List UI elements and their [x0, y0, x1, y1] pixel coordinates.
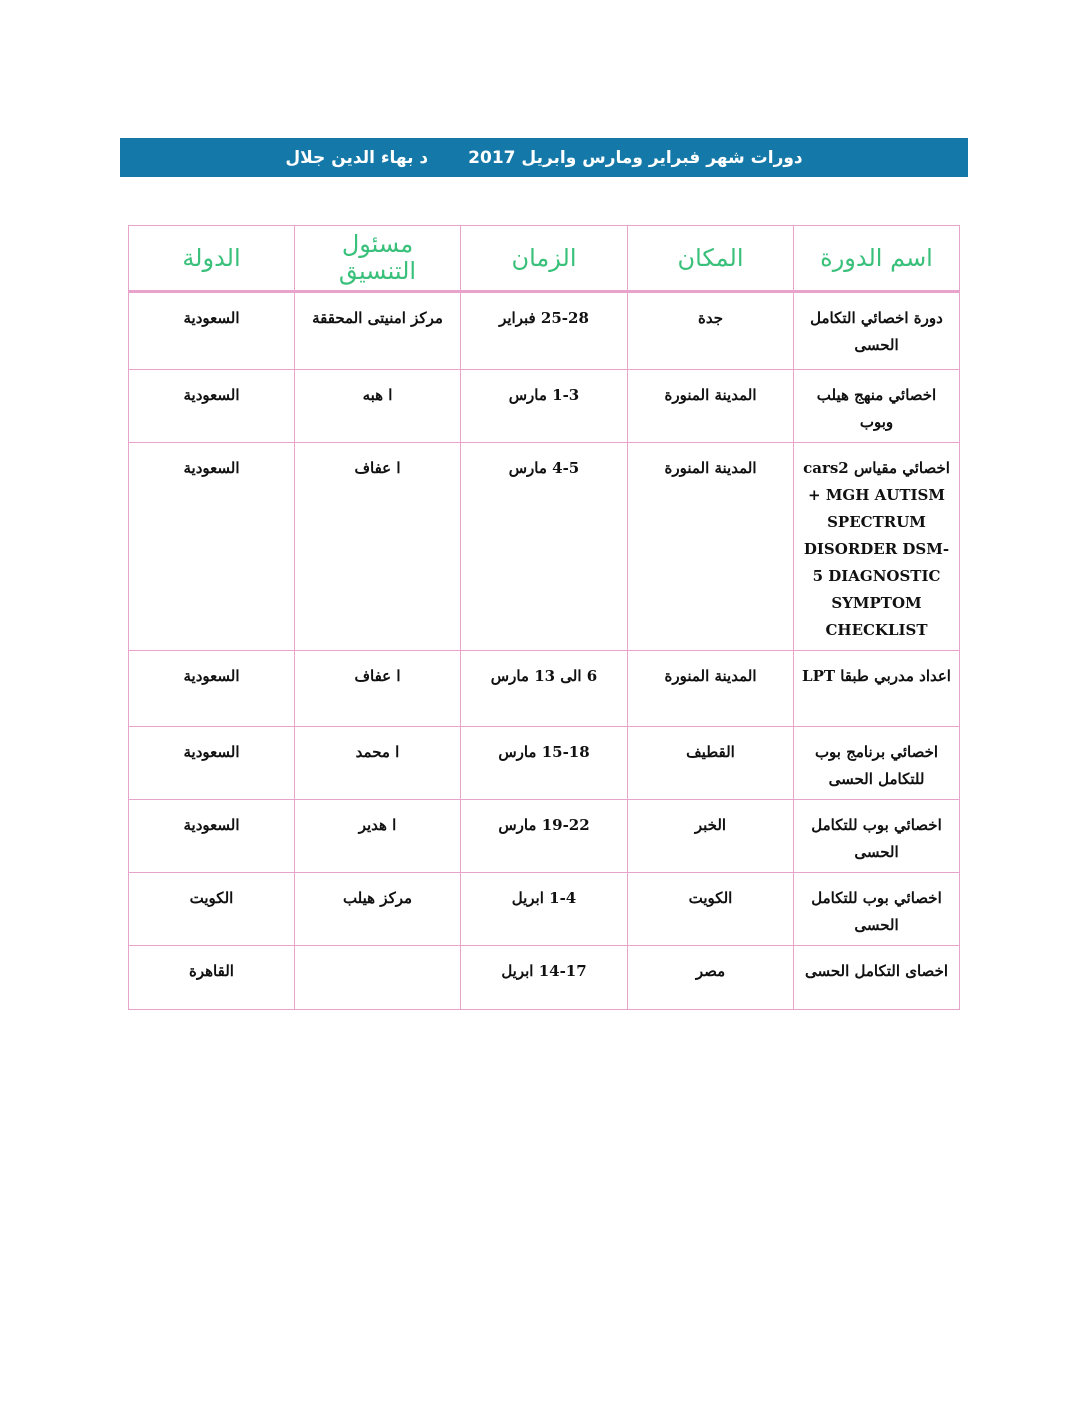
cell-place: الكويت — [628, 873, 794, 946]
cell-time: 6 الى 13 مارس — [461, 651, 628, 727]
cell-coordinator: مركز هيلب — [295, 873, 461, 946]
cell-time: 15-18 مارس — [461, 727, 628, 800]
column-header-country: الدولة — [129, 226, 295, 292]
courses-table — [128, 225, 960, 1010]
cell-course-name: اخصائي مقياس cars2 + MGH AUTISM SPECTRUM DISORDER DSM-5 DIAGNOSTIC SYMPTOM CHECKLIST — [794, 443, 960, 651]
cell-country: السعودية — [129, 727, 295, 800]
table-row — [129, 946, 960, 1010]
cell-country: السعودية — [129, 651, 295, 727]
cell-country: السعودية — [129, 370, 295, 443]
cell-place: المدينة المنورة — [628, 370, 794, 443]
cell-coordinator: ا عفاف — [295, 651, 461, 727]
column-header-course-name: اسم الدورة — [794, 226, 960, 292]
column-header-place: المكان — [628, 226, 794, 292]
cell-country: السعودية — [129, 443, 295, 651]
table-row — [129, 443, 960, 651]
cell-course-name: اعداد مدربي طبقا LPT — [794, 651, 960, 727]
cell-course-name: دورة اخصائي التكامل الحسى — [794, 292, 960, 370]
cell-coordinator: ا هبه — [295, 370, 461, 443]
cell-coordinator: ا محمد — [295, 727, 461, 800]
document-author: د بهاء الدين جلال — [285, 147, 429, 168]
cell-time: 4-5 مارس — [461, 443, 628, 651]
cell-time: 19-22 مارس — [461, 800, 628, 873]
table-row — [129, 370, 960, 443]
cell-time: 14-17 ابريل — [461, 946, 628, 1010]
cell-course-name: اخصائي منهج هيلب وبوب — [794, 370, 960, 443]
cell-country: السعودية — [129, 800, 295, 873]
cell-coordinator: ا هدير — [295, 800, 461, 873]
cell-place: المدينة المنورة — [628, 443, 794, 651]
cell-time: 25-28 فبراير — [461, 292, 628, 370]
cell-country: الكويت — [129, 873, 295, 946]
table-row — [129, 292, 960, 370]
title-bar — [120, 138, 968, 177]
cell-course-name: اخصاى التكامل الحسى — [794, 946, 960, 1010]
table-row — [129, 800, 960, 873]
table-header-row — [129, 226, 960, 292]
cell-country: القاهرة — [129, 946, 295, 1010]
cell-place: مصر — [628, 946, 794, 1010]
cell-course-name: اخصائي بوب للتكامل الحسى — [794, 800, 960, 873]
cell-country: السعودية — [129, 292, 295, 370]
table-row — [129, 727, 960, 800]
cell-coordinator: ا عفاف — [295, 443, 461, 651]
cell-place: القطيف — [628, 727, 794, 800]
cell-time: 1-3 مارس — [461, 370, 628, 443]
document-title: دورات شهر فبراير ومارس وابريل 2017 — [468, 147, 803, 168]
cell-place: المدينة المنورة — [628, 651, 794, 727]
cell-course-name: اخصائي برنامج بوب للتكامل الحسى — [794, 727, 960, 800]
cell-coordinator — [295, 946, 461, 1010]
column-header-time: الزمان — [461, 226, 628, 292]
column-header-coordinator: مسئول التنسيق — [295, 226, 461, 292]
cell-time: 1-4 ابريل — [461, 873, 628, 946]
cell-place: الخبر — [628, 800, 794, 873]
table-row — [129, 873, 960, 946]
cell-course-name: اخصائي بوب للتكامل الحسى — [794, 873, 960, 946]
table-row — [129, 651, 960, 727]
cell-coordinator: مركز امنيتى المحققة — [295, 292, 461, 370]
cell-place: جدة — [628, 292, 794, 370]
